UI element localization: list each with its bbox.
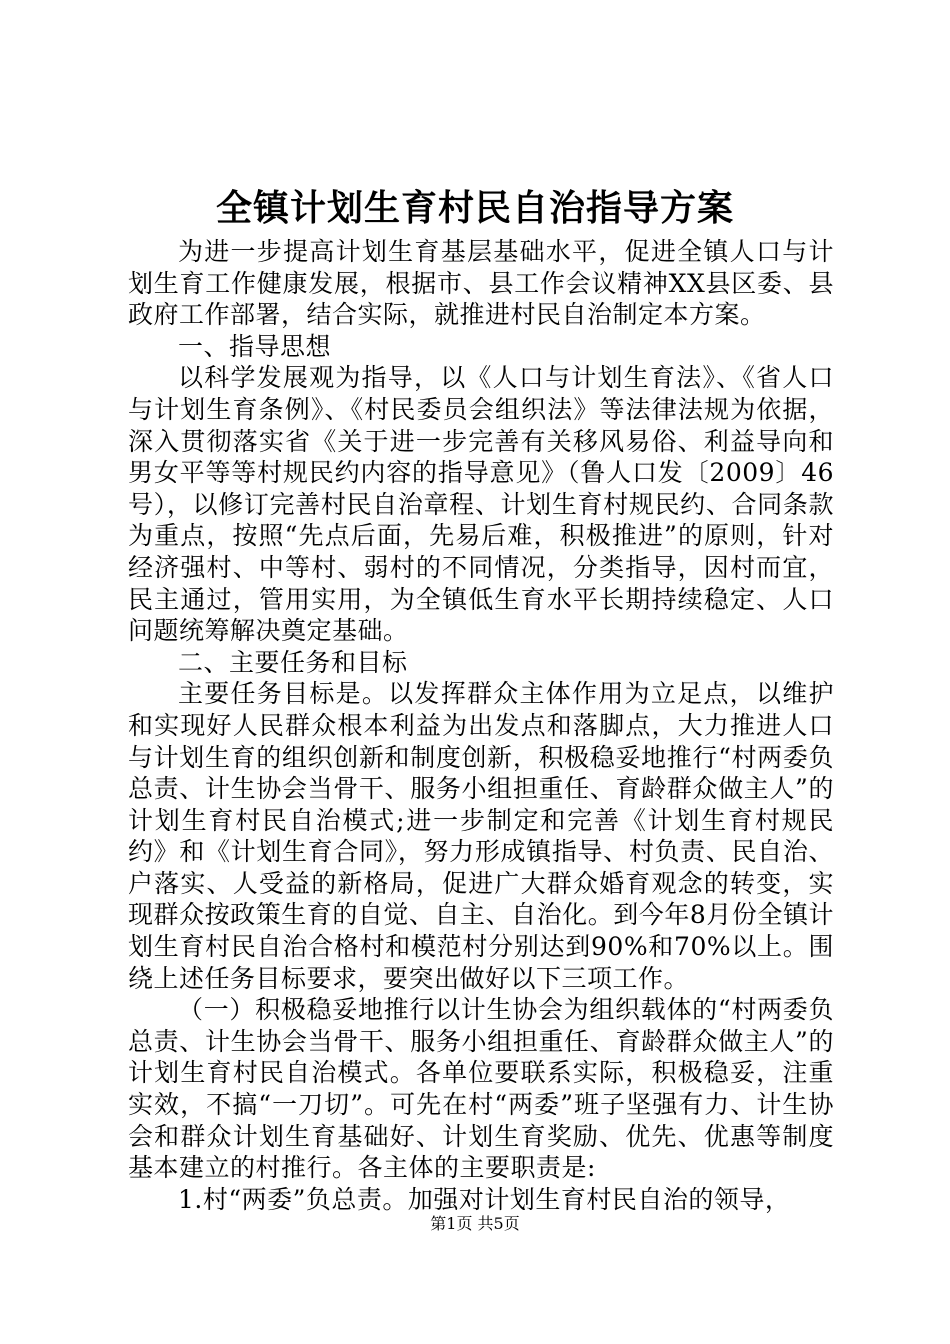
guiding-ideology-paragraph: 以科学发展观为指导，以《人口与计划生育法》、《省人口与计划生育条例》、《村民委员会组织法》等法律法规为依据，深入贯彻落实省《关于进一步完善有关移风易俗、利益导向和男女平等等村规民约内容的指导意见》（鲁人口发〔2009〕46号），以修订完善村民自治章程、计划生育村规民约、合同条款为重点，按照“先点后面，先易后难，积极推进”的原则，针对经济强村、中等村、弱村的不同情况，分类指导，因村而宜，民主通过，管用实用，为全镇低生育水平长期持续稳定、人口问题统筹解决奠定基础。 bbox=[128, 363, 834, 646]
section-heading-guiding-ideology: 一、指导思想 bbox=[178, 331, 332, 361]
item-one-paragraph: 1.村“两委”负总责。加强对计划生育村民自治的领导， bbox=[178, 1184, 791, 1214]
tasks-goals-paragraph: 主要任务目标是。以发挥群众主体作用为立足点，以维护和实现好人民群众根本利益为出发点和落脚点，大力推进人口与计划生育的组织创新和制度创新，积极稳妥地推行“村两委负总责、计生协会当骨干、服务小组担重任、育龄群众做主人”的计划生育村民自治模式;进一步制定和完善《计划生育村规民约》和《计划生育合同》，努力形成镇指导、村负责、民自治、户落实、人受益的新格局，促进广大群众婚育观念的转变，实现群众按政策生育的自觉、自主、自治化。到今年8月份全镇计划生育村民自治合格村和模范村分别达到90%和70%以上。围绕上述任务目标要求，要突出做好以下三项工作。 bbox=[128, 679, 834, 993]
intro-paragraph: 为进一步提高计划生育基层基础水平，促进全镇人口与计划生育工作健康发展，根据市、县工作会议精神XX县区委、县政府工作部署，结合实际，就推进村民自治制定本方案。 bbox=[128, 237, 834, 330]
document-body bbox=[128, 236, 834, 1215]
subsection-one-paragraph: （一）积极稳妥地推行以计生协会为组织载体的“村两委负总责、计生协会当骨干、服务小组担重任、育龄群众做主人”的计划生育村民自治模式。各单位要联系实际，积极稳妥，注重实效，不搞“一刀切”。可先在村“两委”班子坚强有力、计生协会和群众计划生育基础好、计划生育奖励、优先、优惠等制度基本建立的村推行。各主体的主要职责是: bbox=[128, 995, 834, 1183]
page-number-footer: 第1页 共5页 bbox=[430, 1214, 520, 1233]
document-title: 全镇计划生育村民自治指导方案 bbox=[215, 187, 734, 229]
section-heading-tasks-goals: 二、主要任务和目标 bbox=[178, 647, 408, 677]
